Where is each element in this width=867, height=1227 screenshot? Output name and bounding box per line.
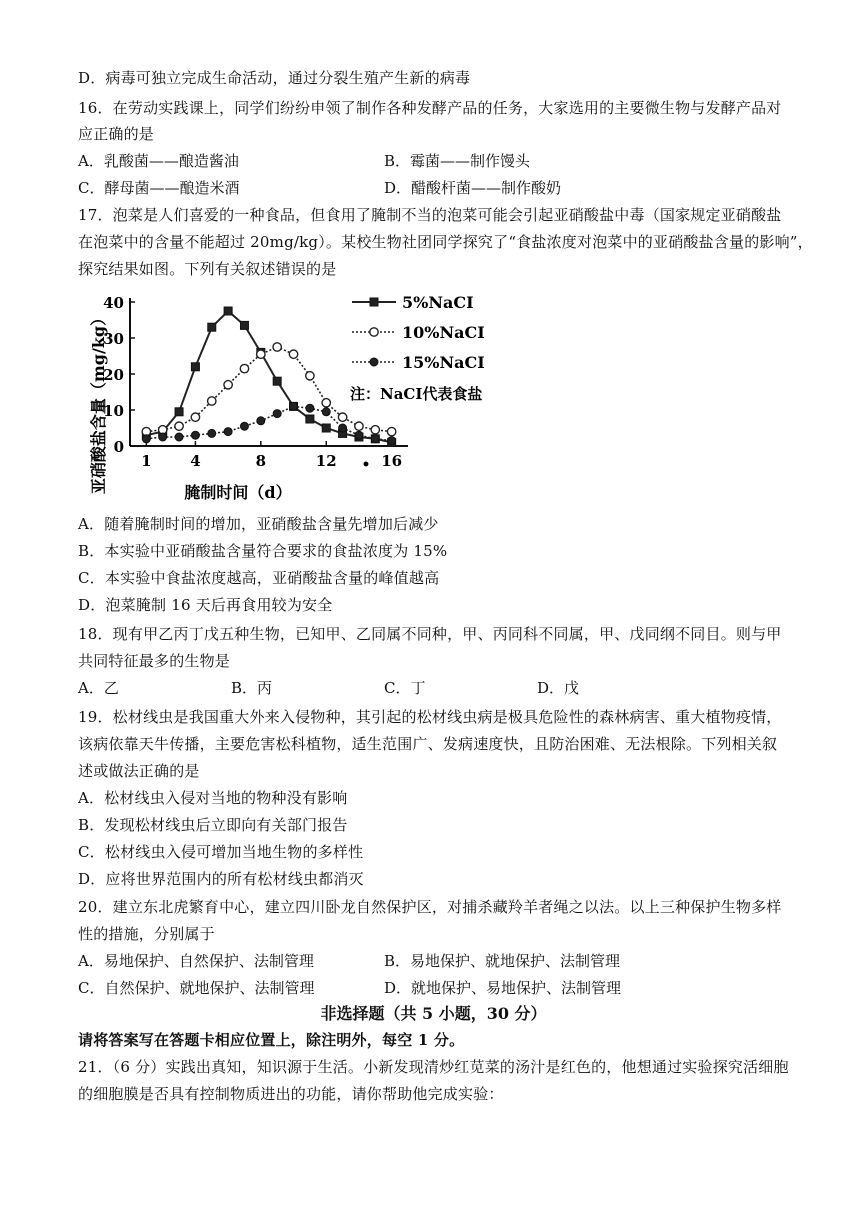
q17-stem-line2: 在泡菜中的含量不能超过 20mg/kg）。某校生物社团同学探究了“食盐浓度对泡菜中的亚硝酸盐含量的影响”， [78, 233, 813, 251]
q17-option-c: C．本实验中食盐浓度越高，亚硝酸盐含量的峰值越高 [78, 569, 440, 587]
chart-series [142, 307, 396, 446]
q20-option-c: C．自然保护、就地保护、法制管理 [78, 979, 315, 997]
series-1-point [273, 343, 281, 351]
section-title: 非选择题（共 5 小题，30 分） [320, 1004, 547, 1023]
q20-option-d: D．就地保护、易地保护、法制管理 [384, 979, 622, 997]
x-tick-label: 1 [141, 452, 152, 470]
q21-stem-line1: 21．（6 分）实践出真知，知识源于生活。小新发现清炒红苋菜的汤汁是红色的，他想通过实验探究活细胞 [78, 1058, 789, 1076]
x-tick-label: 8 [255, 452, 267, 470]
q19-stem-line2: 该病依靠天牛传播，主要危害松科植物，适生范围广、发病速度快，且防治困难、无法根除。下列相关叙 [78, 735, 778, 753]
series-2-point [175, 433, 183, 441]
series-2-point [306, 404, 314, 412]
series-2-point [240, 422, 248, 430]
series-1-point [257, 350, 265, 358]
series-0-point [208, 323, 216, 331]
series-1-point [355, 422, 363, 430]
legend-label-0: 5%NaCI [402, 293, 474, 312]
series-1-point [208, 397, 216, 405]
series-0-point [191, 363, 199, 371]
series-1-point [289, 350, 297, 358]
series-1-point [191, 413, 199, 421]
series-1-point [322, 399, 330, 407]
series-2-point [142, 435, 150, 443]
q17-option-b: B．本实验中亚硝酸盐含量符合要求的食盐浓度为 15% [78, 542, 448, 560]
q18-option-c: C．丁 [384, 679, 426, 697]
y-tick-label: 20 [103, 366, 124, 384]
q17-option-d: D．泡菜腌制 16 天后再食用较为安全 [78, 596, 333, 614]
series-2-point [388, 437, 396, 445]
q17-stem-line1: 17．泡菜是人们喜爱的一种食品，但食用了腌制不当的泡菜可能会引起亚硝酸盐中毒（国家规定亚硝酸盐 [78, 206, 782, 224]
x-tick-label: 12 [315, 452, 337, 470]
q17-option-a: A．随着腌制时间的增加，亚硝酸盐含量先增加后减少 [78, 515, 439, 533]
q16-stem-line1: 16．在劳动实践课上，同学们纷纷申领了制作各种发酵产品的任务，大家选用的主要微生物与发酵产品对 [78, 99, 782, 117]
q17-stem-line3: 探究结果如图。下列有关叙述错误的是 [78, 260, 337, 278]
q19-option-b: B．发现松材线虫后立即向有关部门报告 [78, 816, 348, 834]
q16-option-c: C．酵母菌——酿造米酒 [78, 179, 240, 197]
q19-option-c: C．松材线虫入侵可增加当地生物的多样性 [78, 843, 364, 861]
series-0-point [273, 377, 281, 385]
series-2-point [339, 424, 347, 432]
chart-axes [130, 298, 408, 446]
series-0-point [224, 307, 232, 315]
series-2-point [208, 429, 216, 437]
q18-option-d: D．戊 [537, 679, 580, 697]
chart-ticks [103, 294, 402, 470]
x-tick-label: 16 [381, 452, 403, 470]
q18-stem-line2: 共同特征最多的生物是 [78, 652, 231, 670]
series-1-point [338, 413, 346, 421]
section-instruction: 请将答案写在答题卡相应位置上，除注明外，每空 1 分。 [78, 1031, 465, 1049]
series-2-point [322, 408, 330, 416]
y-tick-label: 10 [103, 402, 124, 420]
q18-option-a: A．乙 [78, 679, 119, 697]
legend-marker-0 [370, 298, 378, 306]
q20-stem-line1: 20．建立东北虎繁育中心，建立四川卧龙自然保护区，对捕杀藏羚羊者绳之以法。以上三种保护生物多样 [78, 898, 782, 916]
q16-option-b: B．霉菌——制作馒头 [384, 152, 531, 170]
q19-stem-line1: 19．松材线虫是我国重大外来入侵物种，其引起的松材线虫病是极具危险性的森林病害、重大植物疫情， [78, 708, 782, 726]
series-0-point [240, 321, 248, 329]
series-1-point [175, 422, 183, 430]
q19-option-a: A．松材线虫入侵对当地的物种没有影响 [78, 789, 348, 807]
legend-label-1: 10%NaCI [402, 323, 485, 342]
series-2-point [290, 402, 298, 410]
legend-label-2: 15%NaCI [402, 353, 485, 372]
y-axis-label-text: 亚硝酸盐含量（mg/kg） [89, 309, 108, 495]
y-tick-label: 0 [113, 438, 124, 456]
legend-marker-1 [370, 328, 378, 336]
series-2-point [224, 428, 232, 436]
legend-marker-2 [370, 358, 378, 366]
stray-dot-mark: • [361, 457, 371, 473]
q21-stem-line2: 的细胞膜是否具有控制物质进出的功能，请你帮助他完成实验： [78, 1085, 504, 1103]
series-line-0 [146, 311, 391, 442]
series-1-point [224, 381, 232, 389]
q20-option-b: B．易地保护、就地保护、法制管理 [384, 952, 621, 970]
series-2-point [257, 417, 265, 425]
q20-option-a: A．易地保护、自然保护、法制管理 [78, 952, 314, 970]
x-tick-label: 4 [190, 452, 201, 470]
y-tick-label: 40 [103, 294, 124, 312]
series-2-point [159, 433, 167, 441]
series-2-point [371, 435, 379, 443]
series-1-point [306, 372, 314, 380]
chart-note: 注：NaCI代表食盐 [350, 385, 483, 403]
q16-stem-line2: 应正确的是 [78, 125, 155, 143]
x-axis-label: 腌制时间（d） [184, 483, 292, 502]
chart-legend [352, 293, 485, 372]
y-tick-label: 30 [103, 330, 124, 348]
q19-option-d: D．应将世界范围内的所有松材线虫都消灭 [78, 870, 364, 888]
series-0-point [322, 424, 330, 432]
nitrite-chart [84, 284, 524, 510]
q19-stem-line3: 述或做法正确的是 [78, 762, 200, 780]
series-1-point [240, 364, 248, 372]
q18-option-b: B．丙 [231, 679, 273, 697]
q18-stem-line1: 18．现有甲乙丙丁戊五种生物，已知甲、乙同属不同种，甲、丙同科不同属，甲、戊同纲不同目。则与甲 [78, 625, 782, 643]
series-1-point [371, 426, 379, 434]
series-2-point [191, 431, 199, 439]
q16-option-d: D．醋酸杆菌——制作酸奶 [384, 179, 562, 197]
series-0-point [175, 408, 183, 416]
q20-stem-line2: 性的措施，分别属于 [78, 925, 215, 943]
q16-option-a: A．乳酸菌——酿造酱油 [78, 152, 239, 170]
series-2-point [355, 431, 363, 439]
series-1-point [387, 427, 395, 435]
q15-option-d: D．病毒可独立完成生命活动，通过分裂生殖产生新的病毒 [78, 69, 471, 87]
series-0-point [306, 415, 314, 423]
series-2-point [273, 410, 281, 418]
